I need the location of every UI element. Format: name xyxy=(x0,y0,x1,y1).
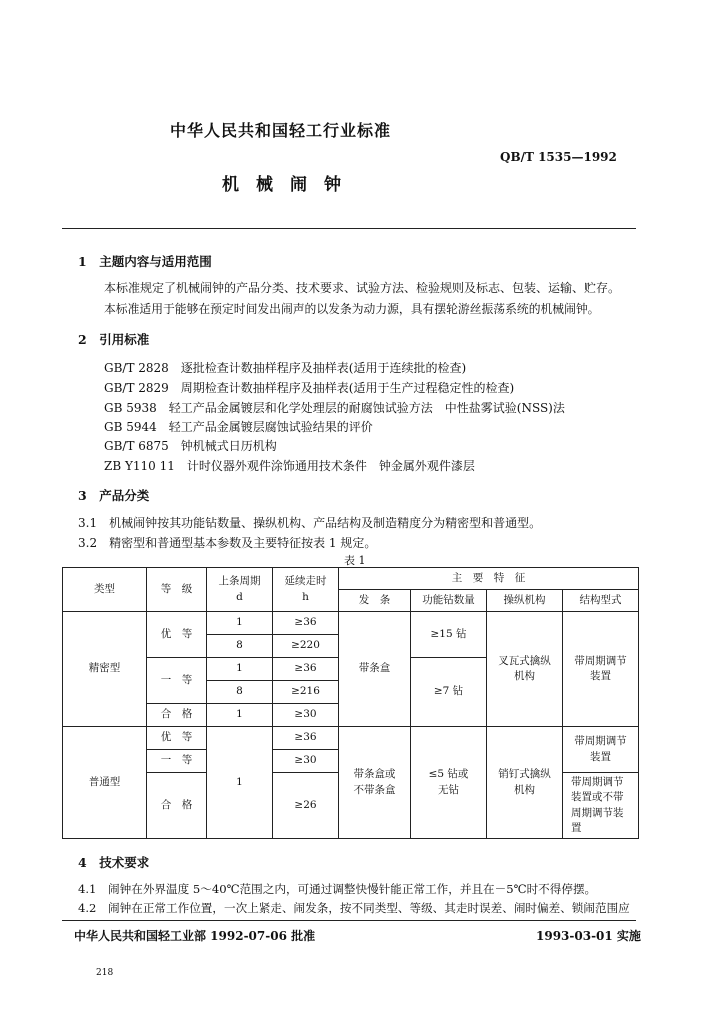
cell-jewel-15: ≥15 钻 xyxy=(411,612,487,658)
table-caption: 表 1 xyxy=(344,554,366,567)
grade-first: 一 等 xyxy=(147,658,207,704)
header-main-features: 主 要 特 征 xyxy=(339,568,639,590)
cell-structure-ordinary-1: 带周期调节装置 xyxy=(563,727,639,773)
cell-run: ≥30 xyxy=(273,750,339,773)
grade-pass: 合 格 xyxy=(147,704,207,727)
cell-run: ≥216 xyxy=(273,681,339,704)
header-structure: 结构型式 xyxy=(563,590,639,612)
cell-wind-ordinary: 1 xyxy=(207,727,273,839)
reference-item: ZB Y110 11 计时仪器外观件涂饰通用技术条件 钟金属外观件漆层 xyxy=(104,459,475,473)
cell-control-ordinary: 销钉式擒纵机构 xyxy=(487,727,563,839)
section-1-heading: 1 主题内容与适用范围 xyxy=(78,254,212,269)
header-run-unit: h xyxy=(302,590,309,603)
cell-wind: 1 xyxy=(207,612,273,635)
grade-excellent: 优 等 xyxy=(147,612,207,658)
reference-item: GB/T 6875 钟机械式日历机构 xyxy=(104,439,277,453)
section-1-para-2: 本标准适用于能够在预定时间发出闹声的以发条为动力源，具有摆轮游丝振荡系统的机械闹钟。 xyxy=(104,302,600,316)
cell-jewel-7: ≥7 钻 xyxy=(411,658,487,727)
header-run-time xyxy=(273,568,339,612)
header-grade: 等 级 xyxy=(147,568,207,612)
cell-structure-precision: 带周期调节装置 xyxy=(563,612,639,727)
cell-wind: 8 xyxy=(207,681,273,704)
section-1-para-1: 本标准规定了机械闹钟的产品分类、技术要求、试验方法、检验规则及标志、包装、运输、贮存。 xyxy=(104,281,621,295)
header-control: 操纵机构 xyxy=(487,590,563,612)
cell-jewel-5: ≤5 钻或无钻 xyxy=(411,727,487,839)
header-rule xyxy=(62,228,636,229)
type-ordinary: 普通型 xyxy=(63,727,147,839)
grade-first: 一 等 xyxy=(147,750,207,773)
clause-4-1: 4.1 闹钟在外界温度 5～40℃范围之内，可通过调整快慢针能正常工作，并且在－5℃时不得停摆。 xyxy=(78,882,597,896)
cell-spring-ordinary: 带条盒或不带条盒 xyxy=(339,727,411,839)
section-2-heading: 2 引用标准 xyxy=(78,332,150,347)
cell-wind: 8 xyxy=(207,635,273,658)
section-4-heading: 4 技术要求 xyxy=(78,855,150,870)
cell-run: ≥36 xyxy=(273,658,339,681)
page-number: 218 xyxy=(96,968,114,978)
cell-control-precision: 叉瓦式擒纵机构 xyxy=(487,612,563,727)
spec-table xyxy=(62,567,639,839)
grade-pass: 合 格 xyxy=(147,773,207,839)
cell-run: ≥30 xyxy=(273,704,339,727)
header-type: 类型 xyxy=(63,568,147,612)
document-title: 机 械 闹 钟 xyxy=(222,175,341,195)
clause-4-2: 4.2 闹钟在正常工作位置，一次上紧走、闹发条，按不同类型、等级、其走时误差、闹时偏差、锁闹范围应 xyxy=(78,901,630,915)
reference-item: GB 5944 轻工产品金属镀层腐蚀试验结果的评价 xyxy=(104,420,373,434)
header-wind-period xyxy=(207,568,273,612)
type-precision: 精密型 xyxy=(63,612,147,727)
section-3-heading: 3 产品分类 xyxy=(78,488,150,503)
header-run-label: 延续走时 xyxy=(284,575,327,588)
footer-rule xyxy=(62,920,636,921)
reference-item: GB 5938 轻工产品金属镀层和化学处理层的耐腐蚀试验方法 中性盐雾试验(NSS)法 xyxy=(104,401,565,415)
effective-date: 1993-03-01 实施 xyxy=(536,929,641,943)
cell-structure-ordinary-2: 带周期调节装置或不带周期调节装置 xyxy=(563,773,639,839)
header-jewel-count: 功能钻数量 xyxy=(411,590,487,612)
cell-run: ≥26 xyxy=(273,773,339,839)
header-spring: 发 条 xyxy=(339,590,411,612)
approval-line: 中华人民共和国轻工业部 1992-07-06 批准 xyxy=(74,929,316,943)
reference-item: GB/T 2828 逐批检查计数抽样程序及抽样表(适用于连续批的检查) xyxy=(104,361,467,375)
standard-code: QB/T 1535—1992 xyxy=(500,150,617,164)
cell-run: ≥36 xyxy=(273,612,339,635)
clause-3-2: 3.2 精密型和普通型基本参数及主要特征按表 1 规定。 xyxy=(78,536,377,550)
grade-excellent: 优 等 xyxy=(147,727,207,750)
cell-spring-precision: 带条盒 xyxy=(339,612,411,727)
cell-run: ≥36 xyxy=(273,727,339,750)
cell-run: ≥220 xyxy=(273,635,339,658)
reference-item: GB/T 2829 周期检查计数抽样程序及抽样表(适用于生产过程稳定性的检查) xyxy=(104,381,515,395)
standard-authority: 中华人民共和国轻工行业标准 xyxy=(170,121,392,140)
header-wind-unit: d xyxy=(236,590,243,603)
clause-3-1: 3.1 机械闹钟按其功能钻数量、操纵机构、产品结构及制造精度分为精密型和普通型。 xyxy=(78,516,542,530)
cell-wind: 1 xyxy=(207,658,273,681)
cell-wind: 1 xyxy=(207,704,273,727)
header-wind-label: 上条周期 xyxy=(218,575,261,588)
